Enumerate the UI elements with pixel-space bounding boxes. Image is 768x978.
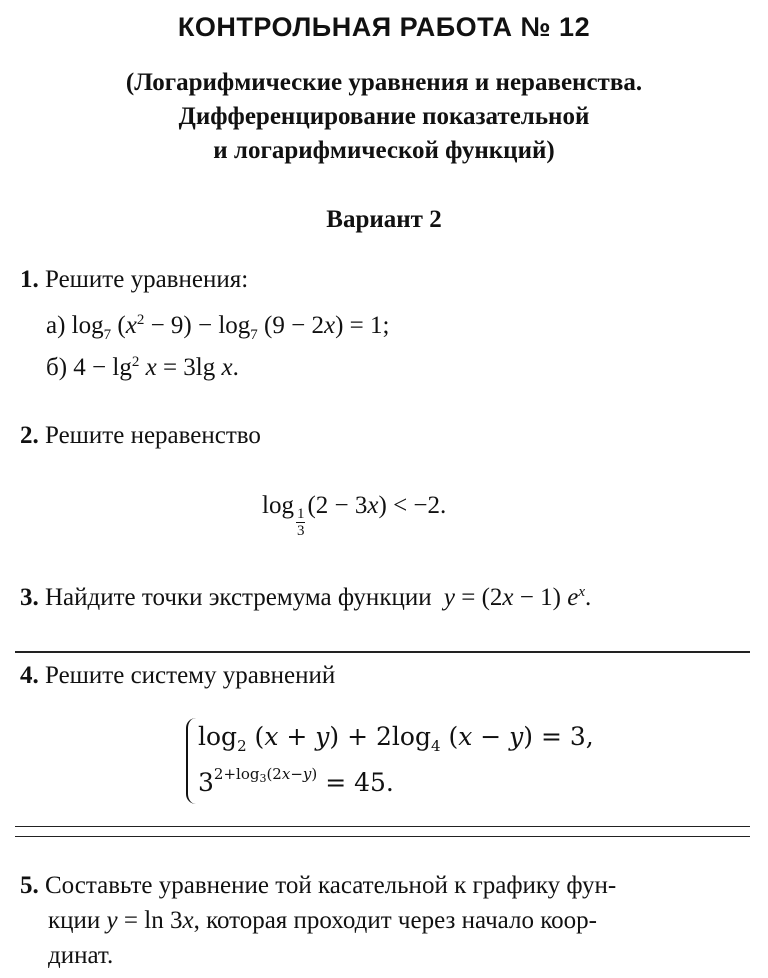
variant-heading: Вариант 2 [326,206,442,233]
task-5-line-2: кции y = ln 3x, которая проходит через начало коор- [48,907,597,934]
subtitle-line-2: Дифференцирование показательной [178,103,590,130]
task-5-line-2-prefix: кции [48,907,101,934]
page-title: КОНТРОЛЬНАЯ РАБОТА № 12 [177,12,591,42]
subtitle [0,66,768,168]
system-equation-2: $3^{2+log_3(2x-y)} = 45$. [198,765,394,797]
system-equation-1: $\log_2 (x + y) + 2\log_4$ (x − y) = 3, [198,722,594,755]
task-2-text: Решите неравенство [45,422,261,449]
task-2-number: 2. [20,422,39,449]
divider-1 [15,651,750,653]
task-5-line-3: динат. [48,942,114,969]
task-5-number: 5. [20,872,39,899]
divider-2b [15,836,750,837]
task-2-inequality: log $\frac{1}{3}$ (2 − 3x) < −2. [262,492,447,539]
task-3-text: Найдите точки экстремума функции [45,584,432,611]
task-1a-label: а) [46,312,66,339]
task-1 [20,266,248,294]
task-5-line-2-text: которая проходит через начало коор- [206,907,597,934]
subtitle-line-1: (Логарифмические уравнения и неравенства. [125,69,643,96]
fraction-one-third: $\frac{1}{3}$ [296,506,305,539]
task-4-number: 4. [20,662,39,689]
system-brace [186,718,198,804]
divider-2a [15,826,750,827]
task-3-number: 3. [20,584,39,611]
task-5 [20,868,750,973]
task-4 [20,662,335,690]
task-1-text: Решите уравнения: [45,266,249,293]
task-4-text: Решите систему уравнений [45,662,336,689]
task-1a-equation: а) $\log_7 (x^2 - 9) - \log_7 (9 - 2x) = 1$; [46,312,390,343]
task-2 [20,422,261,450]
task-3-function: y = (2x − 1) $e^x$. [443,584,592,611]
task-1b-equation: б) $4 - \lg^2 x = 3\lg$ x. [46,354,239,381]
task-5-line-1-text: Составьте уравнение той касательной к графику фун- [45,872,617,899]
subtitle-line-3: и логарифмической функций) [213,137,555,164]
task-5-line-1 [20,868,750,903]
task-3 [20,584,591,612]
task-1-number: 1. [20,266,39,293]
task-1b-label: б) [46,354,68,381]
